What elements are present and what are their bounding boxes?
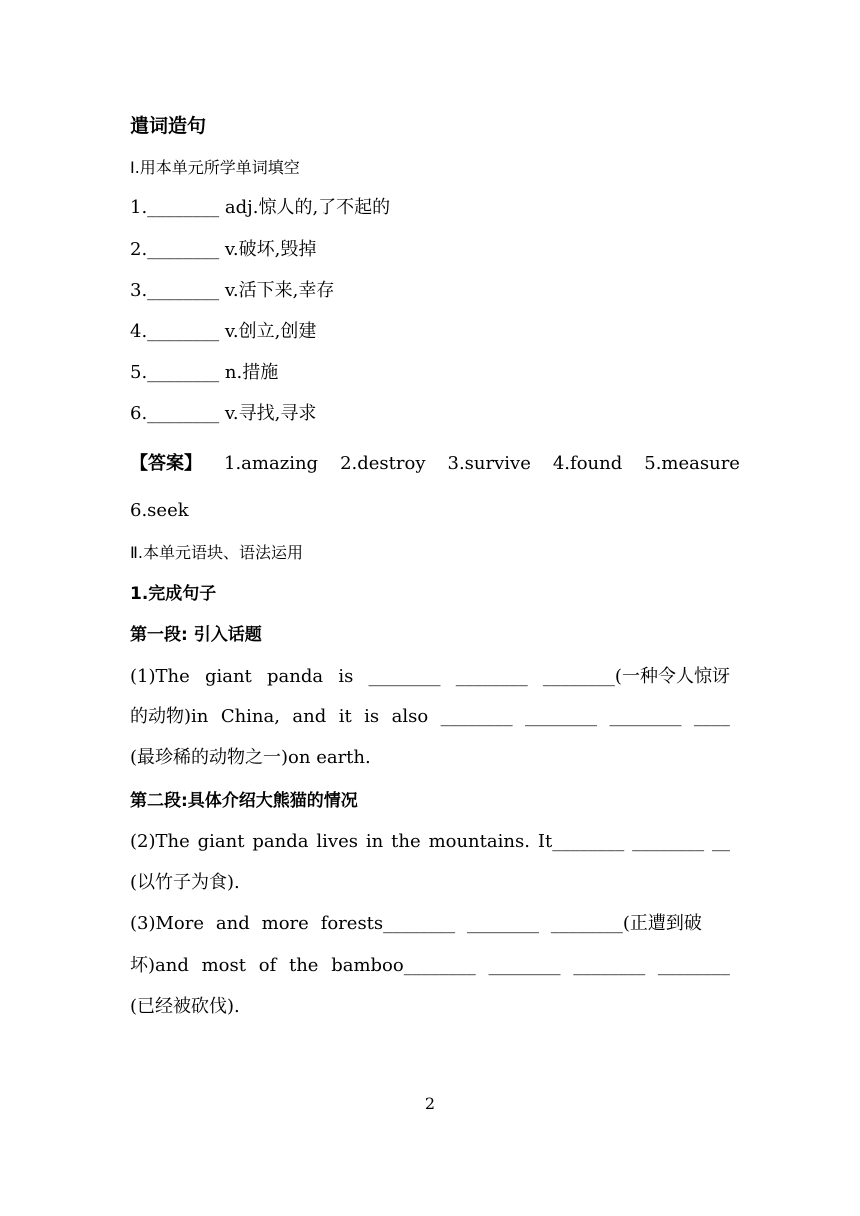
q2-line1: (2)The giant panda lives in the mountains. It________ ________ __: [130, 831, 730, 852]
answer-3: 3.survive: [447, 453, 531, 474]
vocab-item-2: 2.________ v.破坏,毁掉: [130, 239, 317, 260]
q1-line2: 的动物)in China, and it is also ________ ________ ________ ____: [130, 706, 730, 727]
page-title: 遣词造句: [130, 115, 207, 137]
answer-1: 1.amazing: [224, 453, 319, 474]
vocab-item-3: 3.________ v.活下来,幸存: [130, 280, 335, 301]
para2-heading: 第二段:具体介绍大熊猫的情况: [130, 791, 358, 811]
answer-label: 【答案】: [130, 453, 202, 474]
answer-2: 2.destroy: [340, 453, 426, 474]
answer-5: 5.measure: [644, 453, 740, 474]
para1-heading: 第一段: 引入话题: [130, 625, 262, 645]
q3-line1: (3)More and more forests________ ________ ________(正遭到破: [130, 913, 702, 934]
q2-line2: (以竹子为食).: [130, 872, 240, 893]
q3-line3: (已经被砍伐).: [130, 996, 240, 1017]
q3-line2: 坏)and most of the bamboo________ ________ ________ ________: [130, 955, 730, 976]
vocab-item-5: 5.________ n.措施: [130, 362, 279, 383]
section2-heading: Ⅱ.本单元语块、语法运用: [130, 543, 303, 562]
vocab-item-4: 4.________ v.创立,创建: [130, 321, 317, 342]
answer-continuation: 6.seek: [130, 500, 189, 521]
answer-line: [130, 452, 740, 476]
answer-4: 4.found: [552, 453, 623, 474]
section1-heading: Ⅰ.用本单元所学单词填空: [130, 158, 300, 177]
section2-subheading: 1.完成句子: [130, 584, 217, 604]
vocab-item-1: 1.________ adj.惊人的,了不起的: [130, 197, 391, 218]
page-number: 2: [424, 1094, 436, 1113]
q1-line1: (1)The giant panda is ________ ________ ________(一种令人惊讶: [130, 666, 730, 687]
vocab-item-6: 6.________ v.寻找,寻求: [130, 403, 317, 424]
q1-line3: (最珍稀的动物之一)on earth.: [130, 747, 371, 768]
